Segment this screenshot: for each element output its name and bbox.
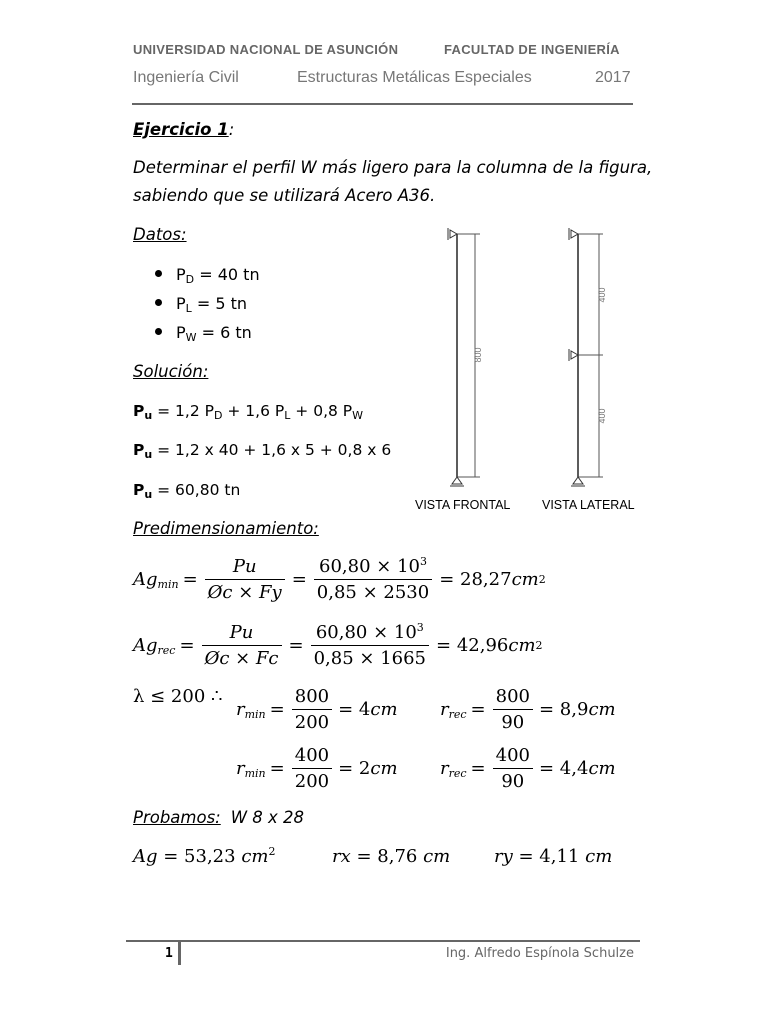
lateral-caption: VISTA LATERAL (542, 498, 635, 512)
column-figure (410, 222, 650, 522)
eq-lambda-r-800: λ ≤ 200 ∴ (133, 686, 223, 707)
bullet-icon (155, 299, 162, 306)
lateral-dim-bottom-label: 400 (597, 408, 607, 424)
frontal-caption: VISTA FRONTAL (415, 498, 511, 512)
exercise-statement-line2: sabiendo que se utilizará Acero A36. (133, 186, 436, 205)
lateral-top-support-icon (569, 228, 578, 240)
solucion-line2: $P_u = 1,2$ x 40 + 1,6 x 5 + 0,8 x 6 (133, 441, 392, 461)
datos-item-pl: $P_L = 5$ tn (155, 294, 247, 313)
solucion-line3: $P_u = 60,80$ tn (133, 481, 241, 501)
bullet-icon (155, 270, 162, 277)
header-year: 2017 (595, 69, 631, 86)
exercise-title: Ejercicio 1: (133, 120, 235, 139)
predim-heading: Predimensionamiento: (133, 519, 319, 538)
bullet-icon (155, 328, 162, 335)
eq-rmin-400: $r_{min}$ = $\frac{400}{200}$ = 2 cm (236, 745, 398, 792)
probamos-rx: rx = 8,76 cm (332, 846, 451, 867)
eq-rrec-400: $r_{rec}$ = $\frac{400}{90}$ = 4,4 cm (440, 745, 616, 792)
page-number: 1 (165, 946, 173, 961)
frontal-top-support-icon (448, 228, 457, 240)
datos-heading: Datos: (133, 225, 187, 244)
footer-rule (126, 940, 640, 942)
header-faculty: FACULTAD DE INGENIERÍA (444, 42, 620, 57)
datos-item-pd: $P_D = 40$ tn (155, 265, 260, 284)
header-university: UNIVERSIDAD NACIONAL DE ASUNCIÓN (133, 42, 399, 57)
lateral-mid-support-icon (569, 349, 578, 361)
header-rule (132, 103, 633, 105)
probamos-ag: Ag = 53,23 $cm^2$ (133, 845, 276, 867)
probamos-ry: ry = 4,11 cm (494, 846, 613, 867)
footer-page-bar (178, 941, 181, 965)
eq-ag-min: $Ag_{min}$ = $\frac{Pu}{Øc \times Fy}$ = $\frac{60,80 \times 10^3}{0,85 \times 2530}$ = 28,27 cm 2 (133, 555, 546, 603)
eq-rmin-800: $r_{min}$ = $\frac{800}{200}$ = 4 cm (236, 686, 398, 733)
frontal-bottom-support-icon (450, 477, 464, 486)
header-course: Estructuras Metálicas Especiales (297, 69, 532, 86)
footer-author: Ing. Alfredo Espínola Schulze (445, 946, 634, 961)
header-program: Ingeniería Civil (133, 69, 239, 86)
probamos-line: Probamos: W 8 x 28 (133, 808, 305, 827)
lateral-bottom-support-icon (571, 477, 585, 486)
solucion-heading: Solución: (133, 362, 209, 381)
datos-item-pw: $P_W = 6$ tn (155, 323, 252, 342)
eq-rrec-800: $r_{rec}$ = $\frac{800}{90}$ = 8,9 cm (440, 686, 616, 733)
solucion-line1: $P_u = 1,2$ $P_D + 1,6$ $P_L + 0,8$ $P_W$ (133, 402, 364, 422)
exercise-statement-line1: Determinar el perfil W más ligero para la columna de la figura, (133, 158, 653, 177)
eq-ag-rec: $Ag_{rec}$ = $\frac{Pu}{Øc \times Fc}$ = $\frac{60,80 \times 10^3}{0,85 \times 1665}$ = 42,96 cm 2 (133, 621, 543, 669)
lateral-dim-top-label: 400 (597, 287, 607, 303)
frontal-dim-label: 800 (473, 347, 483, 363)
